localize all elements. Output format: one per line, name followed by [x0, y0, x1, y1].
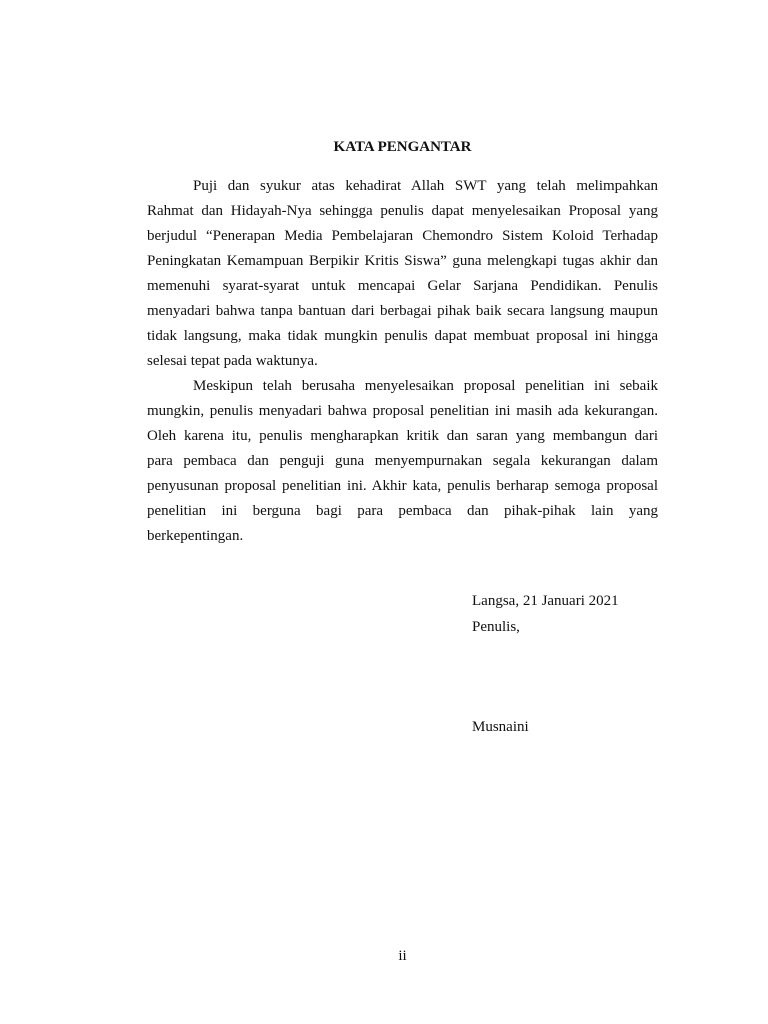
body-line-row: [147, 499, 658, 524]
paragraph-2: [147, 374, 658, 399]
body-line: Peningkatan Kemampuan Berpikir Kritis Siswa” guna melengkapi tugas akhir dan: [147, 253, 658, 269]
body-line-row: [147, 524, 658, 549]
body-line: mungkin, penulis menyadari bahwa proposal penelitian ini masih ada kekurangan.: [147, 403, 658, 419]
body-line-row: [147, 224, 658, 249]
body-line: Meskipun telah berusaha menyelesaikan proposal penelitian ini sebaik: [193, 378, 658, 394]
body-line-row: [147, 249, 658, 274]
body-line-row: [147, 474, 658, 499]
body-line: penelitian ini berguna bagi para pembaca dan pihak-pihak lain yang: [147, 503, 658, 519]
body-line: memenuhi syarat-syarat untuk mencapai Gelar Sarjana Pendidikan. Penulis: [147, 278, 658, 294]
body-line-row: [147, 324, 658, 349]
body-line: tidak langsung, maka tidak mungkin penulis dapat membuat proposal ini hingga: [147, 328, 658, 344]
body-line: menyadari bahwa tanpa bantuan dari berbagai pihak baik secara langsung maupun: [147, 303, 658, 319]
body-line-row: [147, 449, 658, 474]
page-number: ii: [398, 948, 407, 964]
body-line-row: [147, 274, 658, 299]
page-title: KATA PENGANTAR: [333, 139, 472, 155]
body-line-row: [147, 299, 658, 324]
body-line: Puji dan syukur atas kehadirat Allah SWT yang telah melimpahkan: [193, 178, 658, 194]
signature-name-block: [472, 714, 712, 740]
body-text: [147, 174, 658, 549]
body-line: penyusunan proposal penelitian ini. Akhir kata, penulis berharap semoga proposal: [147, 478, 658, 494]
body-line: berjudul “Penerapan Media Pembelajaran Chemondro Sistem Koloid Terhadap: [147, 228, 658, 244]
body-line-row: [147, 424, 658, 449]
body-line: para pembaca dan penguji guna menyempurnakan segala kekurangan dalam: [147, 453, 658, 469]
body-line-row: [147, 349, 658, 374]
signature-place-date: Langsa, 21 Januari 2021: [472, 593, 619, 609]
signature-name: Musnaini: [472, 719, 529, 735]
body-line: Oleh karena itu, penulis mengharapkan kritik dan saran yang membangun dari: [147, 428, 658, 444]
body-line: Rahmat dan Hidayah-Nya sehingga penulis dapat menyelesaikan Proposal yang: [147, 203, 658, 219]
signature-block: [472, 588, 712, 640]
signature-role: Penulis,: [472, 619, 520, 635]
body-line-row: [147, 399, 658, 424]
paragraph-1: [147, 174, 658, 199]
body-line-row: [147, 199, 658, 224]
body-line: berkepentingan.: [147, 528, 244, 544]
body-line: selesai tepat pada waktunya.: [147, 353, 318, 369]
